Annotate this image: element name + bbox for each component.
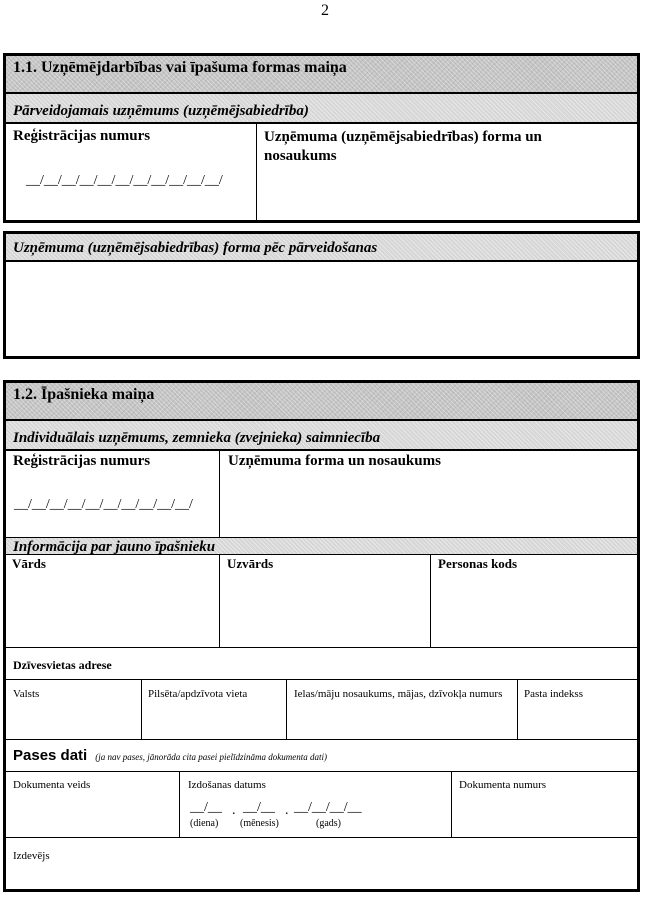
personal-code-field[interactable] — [433, 574, 635, 644]
issuer-field[interactable] — [8, 865, 635, 889]
address-heading: Dzīvesvietas adrese — [13, 658, 112, 672]
first-name-field[interactable] — [8, 574, 217, 644]
city-label: Pilsēta/apdzīvota vieta — [148, 688, 248, 700]
first-name-label: Vārds — [12, 556, 46, 571]
divider — [430, 555, 431, 647]
date-dot: . — [232, 803, 236, 818]
personal-code-label: Personas kods — [438, 556, 518, 571]
postal-field[interactable] — [520, 702, 635, 737]
doc-number-label: Dokumenta numurs — [459, 779, 547, 791]
section-1-2-title: 1.2. Īpašnieka maiņa — [6, 383, 637, 421]
reg-number-field[interactable]: __/__/__/__/__/__/__/__/__/__/__/ — [26, 173, 223, 188]
reg-number-label: Reģistrācijas numurs — [13, 128, 151, 144]
divider — [219, 555, 220, 647]
divider — [256, 124, 257, 220]
divider — [286, 679, 287, 739]
section-1-1-subheading: Pārveidojamais uzņēmums (uzņēmējsabiedrība) — [6, 94, 637, 124]
passport-heading: Pases dati — [13, 747, 88, 764]
divider — [6, 739, 637, 740]
doc-type-label: Dokumenta veids — [13, 779, 91, 791]
form-after-field[interactable] — [6, 262, 637, 356]
divider — [6, 679, 637, 680]
issuer-label: Izdevējs — [13, 850, 50, 862]
country-label: Valsts — [13, 688, 40, 700]
form-name-label-2: Uzņēmuma forma un nosaukums — [228, 453, 441, 469]
divider — [219, 451, 220, 537]
doc-number-field[interactable] — [454, 795, 635, 835]
divider — [179, 771, 180, 837]
month-label: (mēnesis) — [240, 818, 279, 829]
day-label: (diena) — [190, 818, 219, 829]
reg-number-field-2[interactable]: __/__/__/__/__/__/__/__/__/__/ — [14, 497, 193, 512]
passport-note: (ja nav pases, jānorāda cita pasei pielīdzināma dokumenta dati) — [95, 752, 327, 762]
divider — [6, 647, 637, 648]
divider — [517, 679, 518, 739]
section-1-1-title: 1.1. Uzņēmējdarbības vai īpašuma formas maiņa — [6, 56, 637, 94]
divider — [6, 771, 637, 772]
reg-number-label-2: Reģistrācijas numurs — [13, 453, 151, 469]
street-field[interactable] — [289, 702, 515, 737]
form-name-label-line1: Uzņēmuma (uzņēmējsabiedrības) forma un — [264, 129, 542, 145]
form-name-field[interactable] — [262, 168, 634, 218]
issue-day-field[interactable]: __/__ — [190, 800, 222, 815]
page-number: 2 — [321, 2, 329, 19]
last-name-field[interactable] — [222, 574, 428, 644]
form-name-label-line2: nosaukums — [264, 148, 337, 164]
year-label: (gads) — [316, 818, 341, 829]
issue-year-field[interactable]: __/__/__/__ — [294, 800, 362, 815]
city-field[interactable] — [144, 702, 284, 737]
divider — [451, 771, 452, 837]
section-1-2-subheading: Individuālais uzņēmums, zemnieka (zvejnieka) saimniecība — [6, 421, 637, 451]
form-after-subheading: Uzņēmuma (uzņēmējsabiedrības) forma pēc pārveidošanas — [6, 234, 637, 262]
divider — [141, 679, 142, 739]
postal-label: Pasta indekss — [524, 688, 583, 700]
doc-type-field[interactable] — [8, 795, 177, 835]
last-name-label: Uzvārds — [227, 556, 274, 571]
issue-month-field[interactable]: __/__ — [243, 800, 275, 815]
passport-heading-row — [13, 747, 327, 765]
owner-info-heading: Informācija par jauno īpašnieku — [6, 537, 637, 555]
date-dot: . — [285, 803, 289, 818]
issue-date-label: Izdošanas datums — [188, 779, 266, 791]
form-name-field-2[interactable] — [222, 476, 636, 534]
divider — [6, 837, 637, 838]
street-label: Ielas/māju nosaukums, mājas, dzīvokļa numurs — [294, 688, 503, 700]
form-name-label — [264, 128, 634, 166]
country-field[interactable] — [8, 702, 139, 737]
